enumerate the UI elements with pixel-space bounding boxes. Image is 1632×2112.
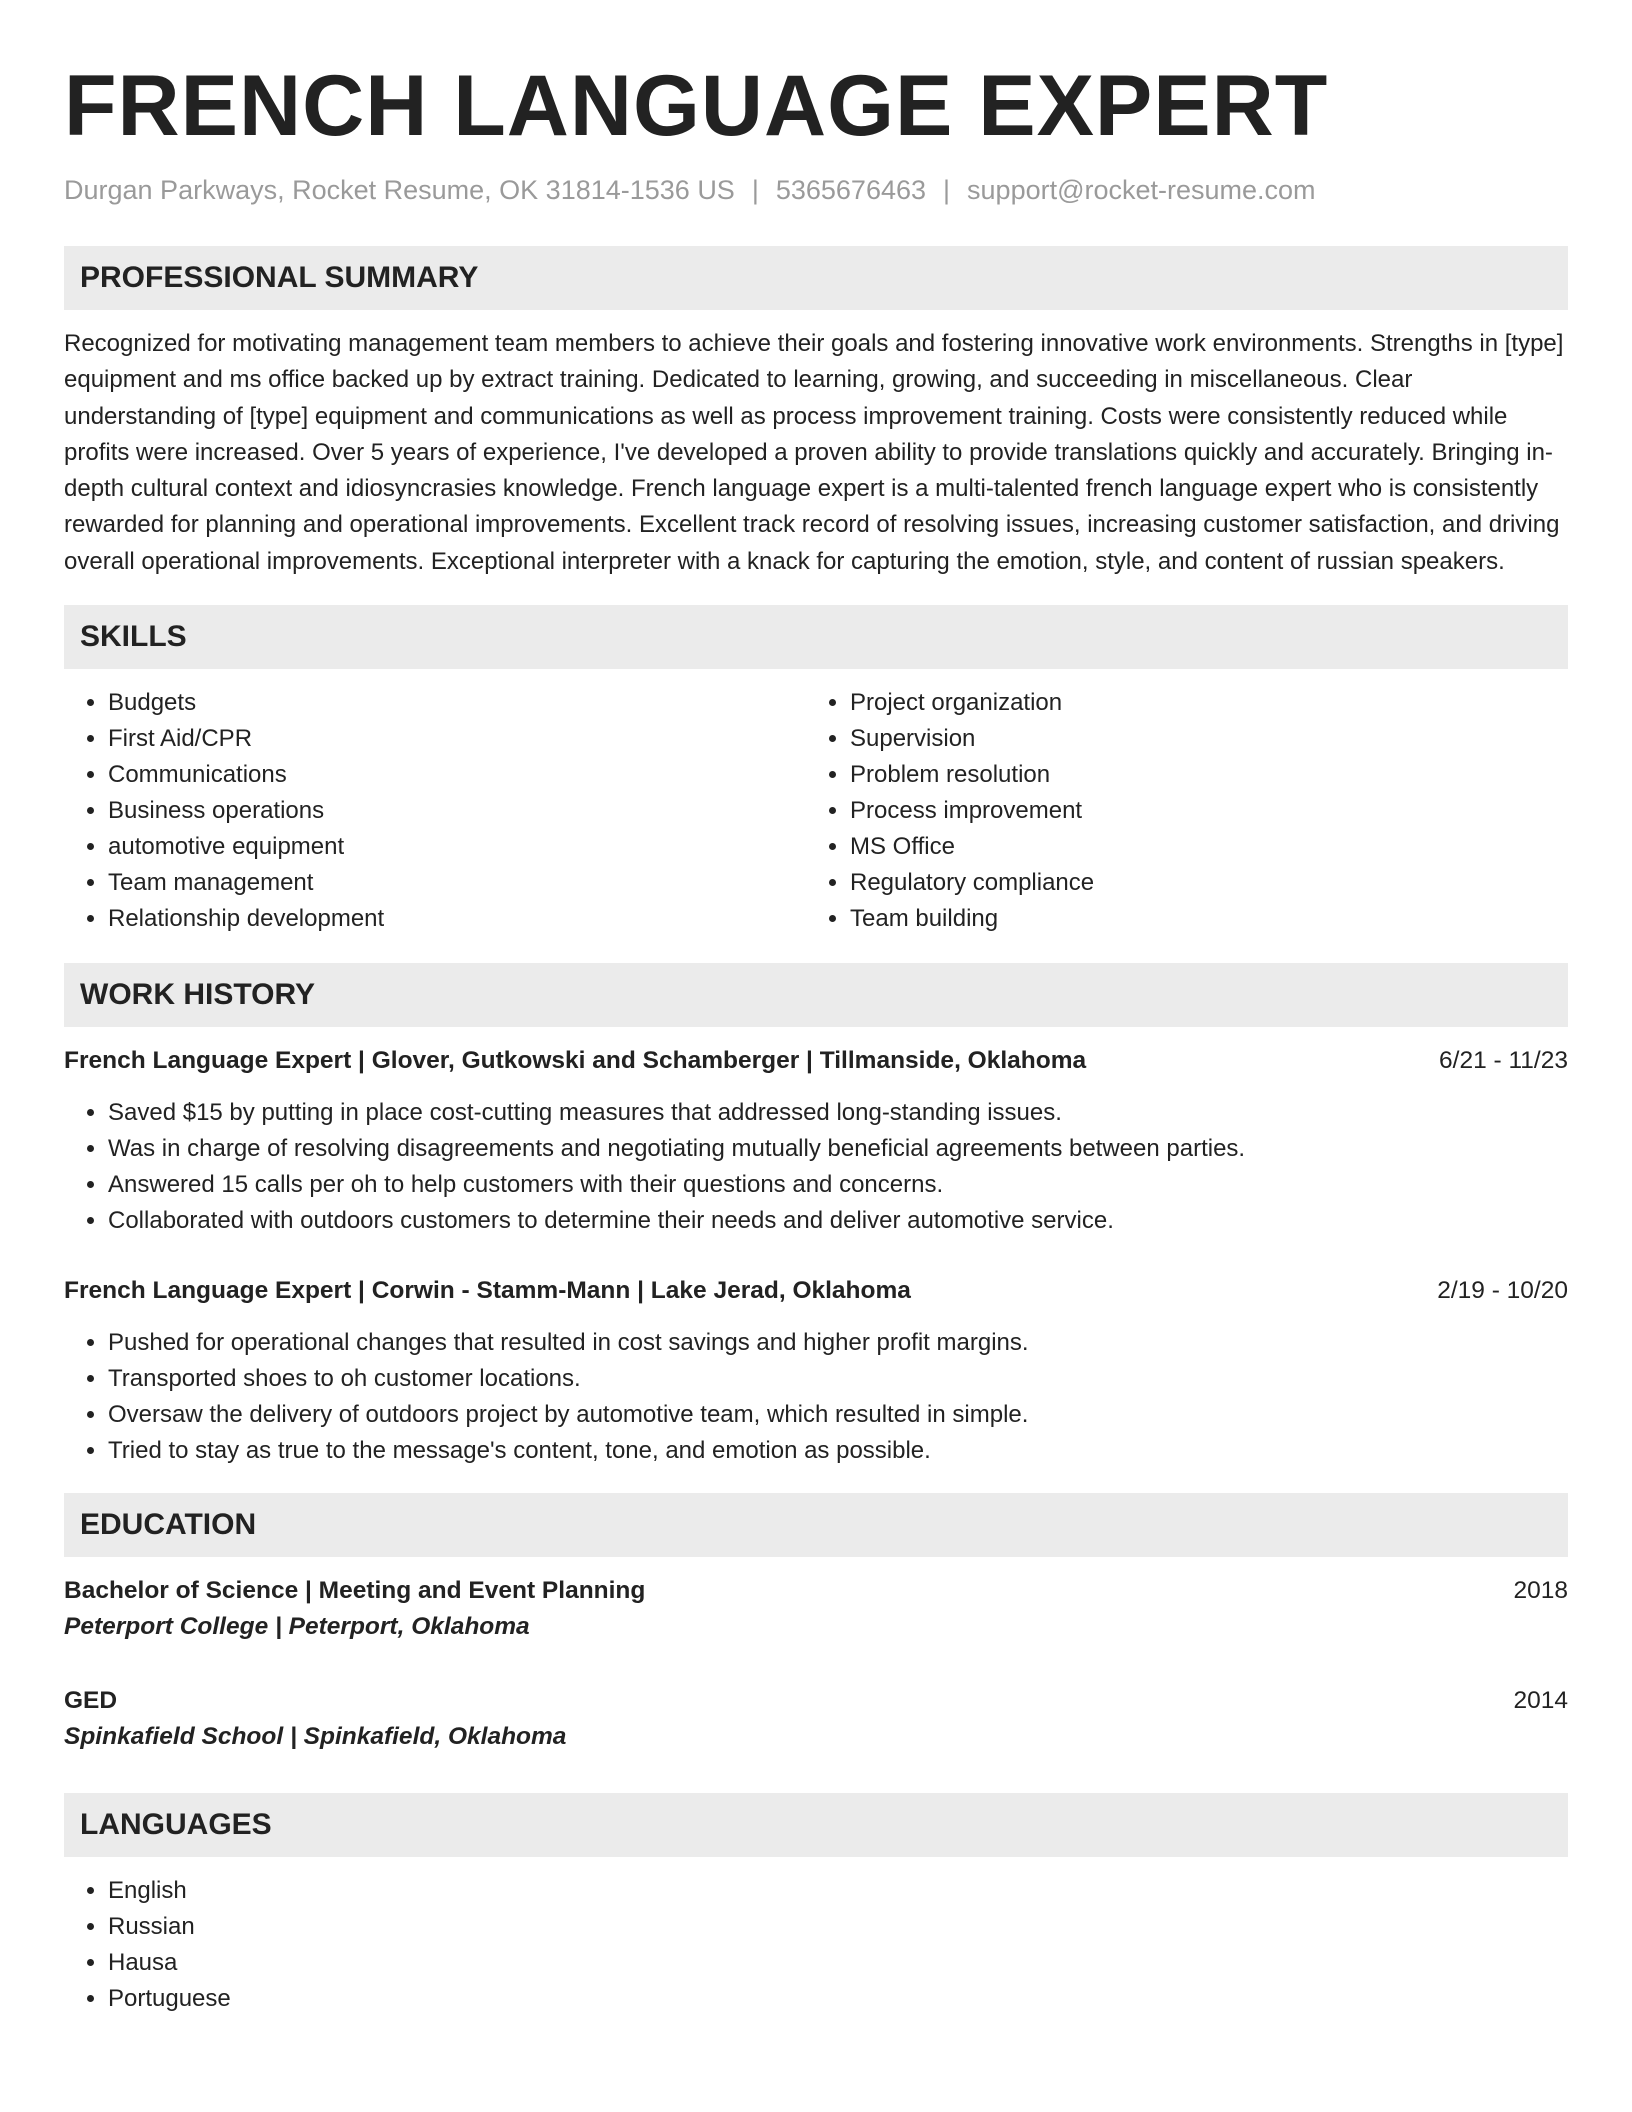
- job-title: French Language Expert | Glover, Gutkowski and Schamberger | Tillmanside, Oklahoma: [64, 1047, 1087, 1075]
- job-bullet: • Transported shoes to oh customer locations.: [108, 1361, 1568, 1397]
- job-bullet: • Saved $15 by putting in place cost-cutting measures that addressed long-standing issues.: [108, 1095, 1568, 1131]
- skill-item: • Team building: [850, 901, 1548, 937]
- skill-item: • Budgets: [108, 685, 806, 721]
- resume-page: [64, 0, 1568, 2017]
- page-title: FRENCH LANGUAGE EXPERT: [64, 58, 1329, 154]
- section-header-summary: PROFESSIONAL SUMMARY: [64, 246, 1568, 310]
- job-entry: [64, 1043, 1568, 1239]
- phone-text: 5365676463: [775, 175, 927, 205]
- job-header: [64, 1273, 1568, 1309]
- language-item: • Portuguese: [108, 1981, 1568, 2017]
- skill-item: • Communications: [108, 757, 806, 793]
- job-bullet: • Pushed for operational changes that resulted in cost savings and higher profit margins.: [108, 1325, 1568, 1361]
- degree-title: GED: [64, 1687, 118, 1715]
- job-bullet: • Was in charge of resolving disagreements and negotiating mutually beneficial agreements between parties.: [108, 1131, 1568, 1167]
- skill-item: • Problem resolution: [850, 757, 1548, 793]
- skills-column-right: [806, 685, 1548, 937]
- education-year: 2014: [1513, 1687, 1568, 1715]
- education-header: [64, 1573, 1568, 1609]
- section-header-education: EDUCATION: [64, 1493, 1568, 1557]
- job-header: [64, 1043, 1568, 1079]
- job-title: French Language Expert | Corwin - Stamm-Mann | Lake Jerad, Oklahoma: [64, 1277, 911, 1305]
- education-entry: [64, 1683, 1568, 1755]
- language-item: • Russian: [108, 1909, 1568, 1945]
- section-header-skills: SKILLS: [64, 605, 1568, 669]
- skill-item: • Relationship development: [108, 901, 806, 937]
- education-header: [64, 1683, 1568, 1719]
- section-header-languages: LANGUAGES: [64, 1793, 1568, 1857]
- skill-item: • First Aid/CPR: [108, 721, 806, 757]
- education-year: 2018: [1513, 1577, 1568, 1605]
- contact-separator: |: [751, 175, 759, 205]
- school-name: Peterport College | Peterport, Oklahoma: [64, 1613, 530, 1641]
- skills-grid: [64, 685, 1568, 937]
- skills-column-left: [64, 685, 806, 937]
- job-bullet: • Answered 15 calls per oh to help customers with their questions and concerns.: [108, 1167, 1568, 1203]
- skill-item: • Team management: [108, 865, 806, 901]
- language-item: • English: [108, 1873, 1568, 1909]
- language-item: • Hausa: [108, 1945, 1568, 1981]
- address-text: Durgan Parkways, Rocket Resume, OK 31814-1536 US: [64, 175, 735, 205]
- job-bullet: • Tried to stay as true to the message's content, tone, and emotion as possible.: [108, 1433, 1568, 1469]
- school-name: Spinkafield School | Spinkafield, Oklahoma: [64, 1723, 567, 1751]
- section-header-work: WORK HISTORY: [64, 963, 1568, 1027]
- skill-item: • Project organization: [850, 685, 1548, 721]
- skill-item: • Business operations: [108, 793, 806, 829]
- contact-separator: |: [943, 175, 951, 205]
- skill-item: • MS Office: [850, 829, 1548, 865]
- email-link[interactable]: support@rocket-resume.com: [967, 175, 1316, 205]
- job-dates: 6/21 - 11/23: [1439, 1047, 1568, 1075]
- degree-title: Bachelor of Science | Meeting and Event Planning: [64, 1577, 646, 1605]
- summary-text: Recognized for motivating management team members to achieve their goals and fostering innovative work environments. Strengths in [type] equipment and ms office backed up by extract training. Dedicated to learning, growing, and succeeding in miscellaneous. Clear understanding of [type] equipment and communications as well as process improvement training. Costs were consistently reduced while profits were increased. Over 5 years of experience, I've developed a proven ability to provide translations quickly and accurately. Bringing in-depth cultural context and idiosyncrasies knowledge. French language expert is a multi-talented french language expert who is consistently rewarded for planning and operational improvements. Excellent track record of resolving issues, increasing customer satisfaction, and driving overall operational improvements. Exceptional interpreter with a knack for capturing the emotion, style, and content of russian speakers.: [64, 330, 1564, 575]
- languages-list: [64, 1873, 1568, 2017]
- job-bullet: • Oversaw the delivery of outdoors project by automotive team, which resulted in simple.: [108, 1397, 1568, 1433]
- education-entry: [64, 1573, 1568, 1645]
- skill-item: • Process improvement: [850, 793, 1548, 829]
- skill-item: • automotive equipment: [108, 829, 806, 865]
- job-bullet: • Collaborated with outdoors customers to determine their needs and deliver automotive service.: [108, 1203, 1568, 1239]
- job-entry: [64, 1273, 1568, 1469]
- skill-item: • Supervision: [850, 721, 1548, 757]
- contact-line: [64, 172, 1568, 208]
- skill-item: • Regulatory compliance: [850, 865, 1548, 901]
- job-dates: 2/19 - 10/20: [1437, 1277, 1568, 1305]
